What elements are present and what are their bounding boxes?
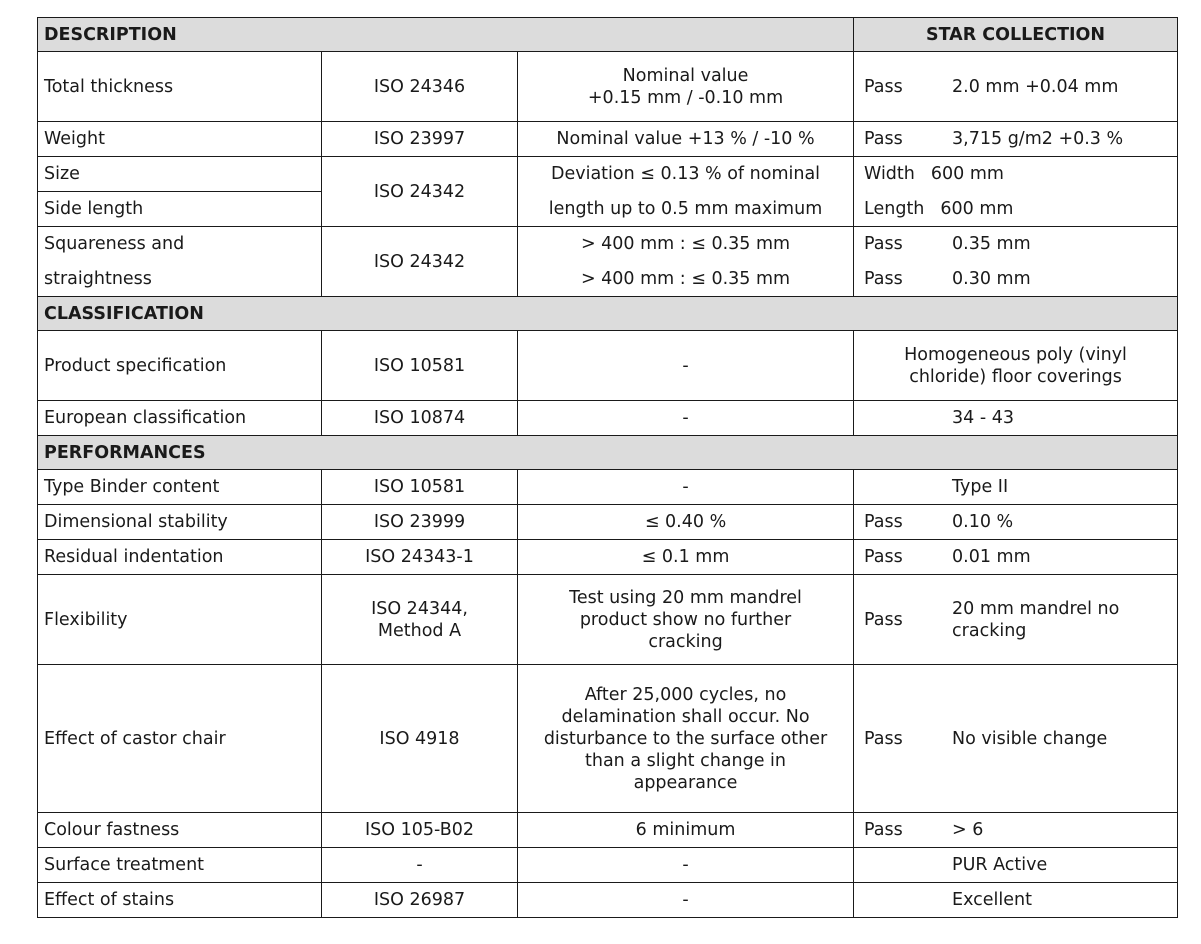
result-value: 0.35 mm [952, 234, 1031, 255]
result-label: Pass [864, 268, 903, 289]
result-line: cracking [952, 620, 1027, 641]
row-standard: - [322, 848, 518, 883]
row-result [854, 122, 1178, 157]
row-result [854, 227, 1178, 262]
row-requirement: Deviation ≤ 0.13 % of nominal [518, 157, 854, 192]
row-standard: ISO 23997 [322, 122, 518, 157]
performances-title: PERFORMANCES [38, 436, 1178, 470]
result-value [952, 598, 1171, 642]
requirement-line: cracking [648, 631, 723, 652]
requirement-line: After 25,000 cycles, no [584, 684, 787, 705]
row-standard: ISO 105-B02 [322, 813, 518, 848]
result-label: Pass [864, 512, 903, 532]
result-label: Pass [864, 609, 903, 630]
row-label: Side length [38, 192, 322, 227]
row-label: Effect of stains [38, 883, 322, 918]
row-label: Product specification [38, 331, 322, 401]
section-row-performances [38, 436, 1178, 470]
result-value: 600 mm [930, 164, 1004, 185]
row-label: straightness [38, 262, 322, 297]
result-line: Homogeneous poly (vinyl [904, 344, 1127, 365]
row-standard: ISO 4918 [322, 665, 518, 813]
row-requirement [518, 665, 854, 813]
table-row [38, 848, 1178, 883]
result-value: Excellent [952, 890, 1032, 910]
table-row [38, 192, 1178, 227]
table-row [38, 470, 1178, 505]
row-requirement: ≤ 0.1 mm [518, 540, 854, 575]
result-value: Type II [952, 477, 1009, 497]
row-standard: ISO 10581 [322, 331, 518, 401]
row-result [854, 401, 1178, 436]
row-standard: ISO 24343-1 [322, 540, 518, 575]
result-value: 34 - 43 [952, 408, 1015, 428]
table-row [38, 575, 1178, 665]
requirement-line: appearance [633, 772, 738, 793]
result-value: 3,715 g/m2 +0.3 % [952, 129, 1124, 149]
row-label: Colour fastness [38, 813, 322, 848]
requirement-line: Nominal value [622, 65, 749, 86]
row-result [854, 52, 1178, 122]
row-requirement: ≤ 0.40 % [518, 505, 854, 540]
row-requirement: - [518, 331, 854, 401]
row-label: Squareness and [38, 227, 322, 262]
table-row [38, 262, 1178, 297]
requirement-line: delamination shall occur. No [561, 706, 810, 727]
result-value: 0.30 mm [952, 268, 1031, 289]
result-line: chloride) floor coverings [909, 366, 1122, 387]
row-result [854, 665, 1178, 813]
row-result [854, 813, 1178, 848]
requirement-line: product show no further [579, 609, 792, 630]
table-row [38, 227, 1178, 262]
collection-header: STAR COLLECTION [854, 18, 1178, 52]
table-row [38, 883, 1178, 918]
result-line: 20 mm mandrel no [952, 598, 1120, 619]
row-requirement: Nominal value +13 % / -10 % [518, 122, 854, 157]
row-result [854, 262, 1178, 297]
row-result [854, 575, 1178, 665]
result-label: Pass [864, 820, 903, 840]
table-row [38, 122, 1178, 157]
row-standard: ISO 23999 [322, 505, 518, 540]
row-label: Weight [38, 122, 322, 157]
row-requirement [518, 52, 854, 122]
requirement-line: disturbance to the surface other [543, 728, 828, 749]
row-result [854, 848, 1178, 883]
specification-table [37, 17, 1178, 918]
row-label: Surface treatment [38, 848, 322, 883]
row-requirement: - [518, 401, 854, 436]
row-result [854, 505, 1178, 540]
row-label: Effect of castor chair [38, 665, 322, 813]
section-row-classification [38, 297, 1178, 331]
row-standard [322, 575, 518, 665]
table-row [38, 401, 1178, 436]
standard-line: Method A [377, 620, 462, 641]
result-label: Pass [864, 728, 903, 749]
row-label: Flexibility [38, 575, 322, 665]
row-label: Dimensional stability [38, 505, 322, 540]
table-row [38, 665, 1178, 813]
result-value: 0.01 mm [952, 547, 1031, 567]
table-row [38, 52, 1178, 122]
row-standard: ISO 24342 [322, 227, 518, 297]
requirement-line: than a slight change in [585, 750, 787, 771]
classification-title: CLASSIFICATION [38, 297, 1178, 331]
requirement-line: +0.15 mm / -0.10 mm [587, 87, 784, 108]
result-value: 2.0 mm +0.04 mm [952, 76, 1119, 97]
table-row [38, 157, 1178, 192]
row-requirement [518, 575, 854, 665]
row-requirement: - [518, 883, 854, 918]
table-row [38, 331, 1178, 401]
row-standard: ISO 10874 [322, 401, 518, 436]
row-result [854, 192, 1178, 227]
row-label: Type Binder content [38, 470, 322, 505]
result-label: Width [864, 164, 915, 185]
result-value: 0.10 % [952, 512, 1014, 532]
row-label: European classification [38, 401, 322, 436]
row-result [854, 470, 1178, 505]
result-value: PUR Active [952, 855, 1048, 875]
row-standard: ISO 24342 [322, 157, 518, 227]
table-row [38, 540, 1178, 575]
result-label: Pass [864, 76, 903, 97]
result-value: 600 mm [940, 198, 1014, 219]
row-label: Total thickness [38, 52, 322, 122]
result-value: No visible change [952, 728, 1108, 749]
result-value: > 6 [952, 820, 984, 840]
table-row [38, 813, 1178, 848]
row-requirement: - [518, 848, 854, 883]
row-standard: ISO 26987 [322, 883, 518, 918]
requirement-line: Test using 20 mm mandrel [569, 587, 802, 608]
description-header: DESCRIPTION [38, 18, 854, 52]
result-label: Pass [864, 129, 903, 149]
row-requirement: > 400 mm : ≤ 0.35 mm [518, 262, 854, 297]
row-result [854, 157, 1178, 192]
table-row [38, 505, 1178, 540]
row-result [854, 883, 1178, 918]
row-result [854, 331, 1178, 401]
row-requirement: 6 minimum [518, 813, 854, 848]
row-label: Residual indentation [38, 540, 322, 575]
row-label: Size [38, 157, 322, 192]
result-label: Pass [864, 547, 903, 567]
row-requirement: - [518, 470, 854, 505]
row-requirement: > 400 mm : ≤ 0.35 mm [518, 227, 854, 262]
result-label: Pass [864, 234, 903, 255]
row-requirement: length up to 0.5 mm maximum [518, 192, 854, 227]
result-label: Length [864, 198, 925, 219]
standard-line: ISO 24344, [371, 598, 468, 619]
row-standard: ISO 10581 [322, 470, 518, 505]
row-standard: ISO 24346 [322, 52, 518, 122]
header-row [38, 18, 1178, 52]
row-result [854, 540, 1178, 575]
